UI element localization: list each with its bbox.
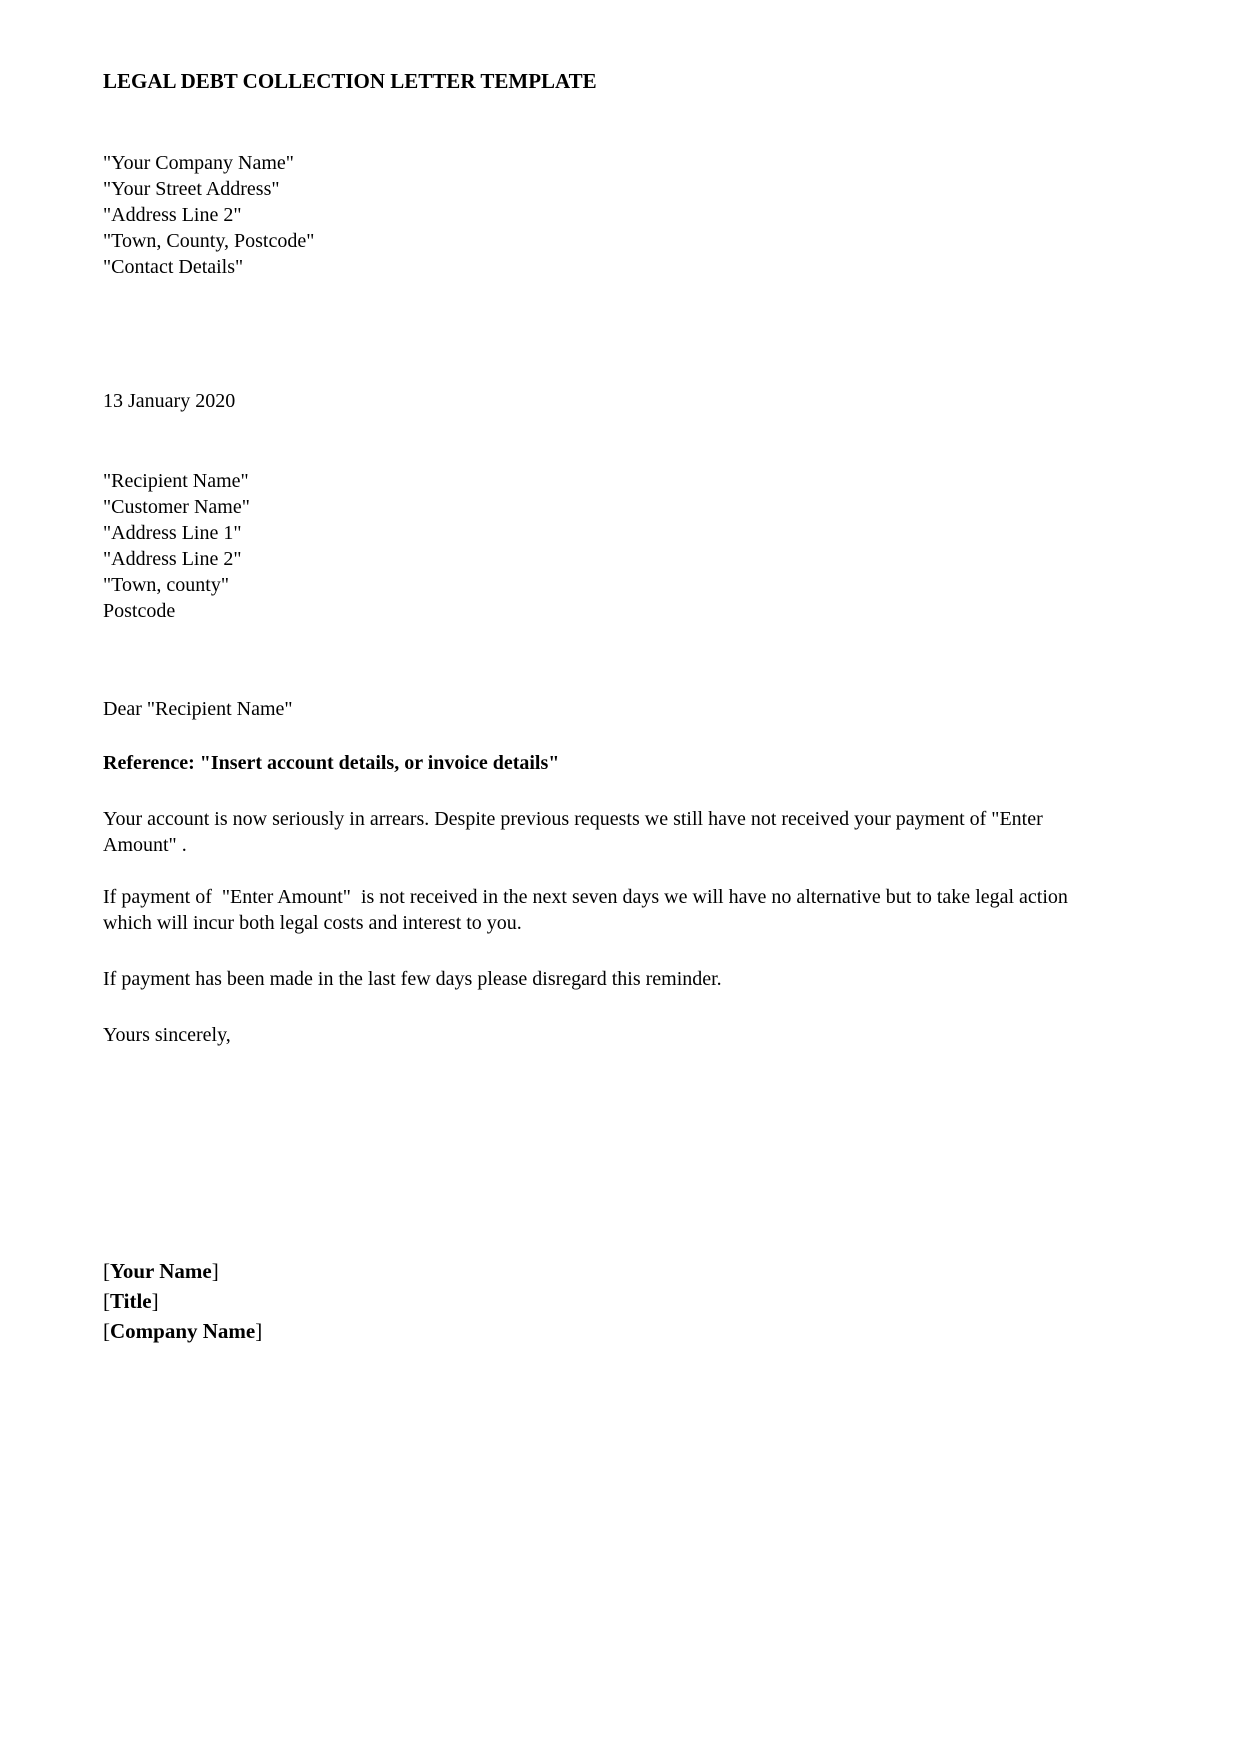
recipient-line: "Address Line 2" bbox=[103, 548, 242, 570]
signature-bracket: [ bbox=[103, 1259, 110, 1283]
signature-company: Company Name bbox=[110, 1319, 256, 1343]
recipient-line: "Address Line 1" bbox=[103, 522, 242, 544]
sender-line: "Contact Details" bbox=[103, 256, 244, 278]
reference-line: Reference: "Insert account details, or invoice details" bbox=[103, 752, 560, 774]
body-paragraph-3: If payment has been made in the last few days please disregard this reminder. bbox=[103, 968, 722, 990]
signature-line bbox=[103, 1316, 1090, 1346]
recipient-line: "Recipient Name" bbox=[103, 470, 249, 492]
body-paragraph-1: Your account is now seriously in arrears. Despite previous requests we still have not received your payment of "Enter Amount" . bbox=[103, 808, 1047, 856]
closing-line: Yours sincerely, bbox=[103, 1024, 231, 1046]
signature-bracket: ] bbox=[151, 1289, 159, 1313]
recipient-line: "Customer Name" bbox=[103, 496, 250, 518]
signature-title: Title bbox=[110, 1289, 152, 1313]
recipient-line: "Town, county" bbox=[103, 574, 230, 596]
signature-bracket: ] bbox=[255, 1319, 263, 1343]
salutation: Dear "Recipient Name" bbox=[103, 698, 293, 720]
sender-line: "Address Line 2" bbox=[103, 204, 242, 226]
sender-address-block bbox=[103, 150, 1090, 280]
signature-block bbox=[103, 1256, 1090, 1346]
sender-line: "Your Street Address" bbox=[103, 178, 280, 200]
document-title: LEGAL DEBT COLLECTION LETTER TEMPLATE bbox=[103, 69, 597, 93]
sender-line: "Your Company Name" bbox=[103, 152, 294, 174]
recipient-address-block bbox=[103, 468, 1090, 624]
signature-bracket: [ bbox=[103, 1289, 110, 1313]
signature-line bbox=[103, 1286, 1090, 1316]
signature-bracket: [ bbox=[103, 1319, 110, 1343]
sender-line: "Town, County, Postcode" bbox=[103, 230, 315, 252]
signature-line bbox=[103, 1256, 1090, 1286]
body-paragraph-2: If payment of "Enter Amount" is not received in the next seven days we will have no alternative but to take legal action which will incur both legal costs and interest to you. bbox=[103, 886, 1073, 934]
date-line: 13 January 2020 bbox=[103, 390, 236, 412]
recipient-line: Postcode bbox=[103, 600, 176, 622]
signature-bracket: ] bbox=[211, 1259, 219, 1283]
signature-name: Your Name bbox=[110, 1259, 212, 1283]
